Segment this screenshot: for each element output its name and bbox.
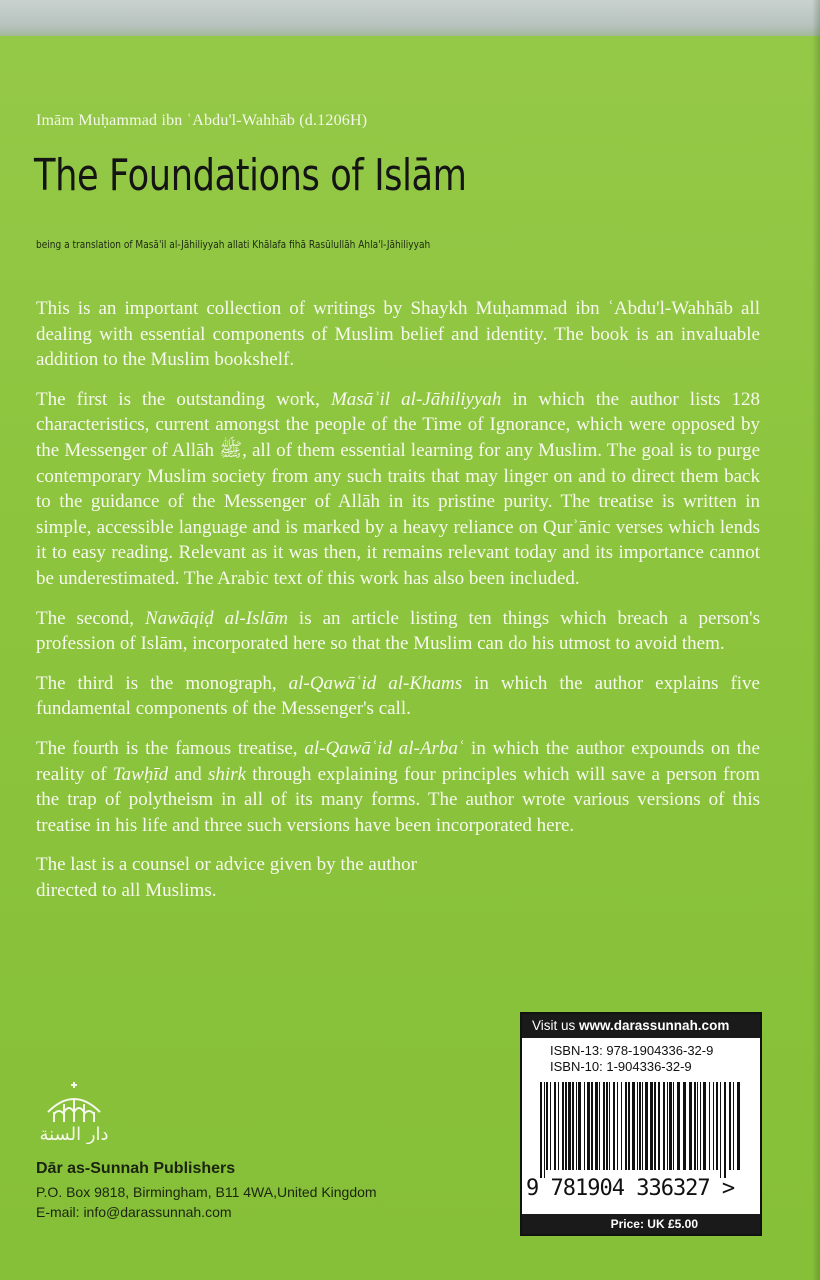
barcode-bar — [658, 1082, 660, 1170]
website-banner — [522, 1014, 760, 1038]
text-run: through explaining four principles which will save a person from the trap of polytheism in all of its many forms. The author wrote various versions of this treatise in his life and three such versions have been incorporated here. — [36, 763, 760, 836]
website-url[interactable]: www.darassunnah.com — [579, 1018, 730, 1033]
author-line: Imām Muḥammad ibn ʿAbdu'l-Wahhāb (d.1206H) — [36, 112, 368, 129]
publisher-email: E-mail: info@darassunnah.com — [36, 1204, 232, 1220]
isbn-10: ISBN-10: 1-904336-32-9 — [550, 1059, 692, 1074]
barcode-bar — [625, 1082, 627, 1170]
barcode-bar — [697, 1082, 698, 1170]
book-title-italic: Nawāqiḍ al-Islām — [145, 607, 288, 629]
barcode-bar — [663, 1082, 665, 1170]
barcode-panel — [520, 1012, 762, 1236]
book-title-italic: Masāʾil al-Jāhiliyyah — [330, 388, 502, 410]
blurb-paragraph-2 — [36, 387, 760, 592]
barcode-bar — [689, 1082, 692, 1170]
text-run: and — [168, 763, 209, 785]
barcode-bar — [595, 1082, 598, 1170]
barcode-bar — [591, 1082, 593, 1170]
publisher-name: Dār as-Sunnah Publishers — [36, 1160, 236, 1177]
barcode-bar — [694, 1082, 696, 1170]
barcode-bar — [737, 1082, 740, 1170]
text-run: in which the author explains five fundamental components of the Messenger's call. — [36, 672, 760, 720]
barcode-bar — [550, 1082, 551, 1170]
barcode-bar — [540, 1082, 542, 1178]
book-title-italic: al-Qawāʿid al-Khams — [288, 672, 463, 694]
publisher-address: P.O. Box 9818, Birmingham, B11 4WA,United Kingdom — [36, 1184, 377, 1200]
barcode-bar — [713, 1082, 714, 1170]
barcode-bar — [576, 1082, 577, 1170]
publisher-logo-icon — [34, 1082, 114, 1144]
barcode-bar — [562, 1082, 564, 1170]
visit-prefix: Visit us — [532, 1018, 580, 1033]
blurb-paragraph-5 — [36, 736, 760, 838]
barcode-icon — [534, 1082, 748, 1178]
barcode-bar — [667, 1082, 668, 1170]
text-run: The third is the monograph, — [36, 672, 289, 694]
barcode-bar — [558, 1082, 559, 1170]
book-title-italic: al-Qawāʿid al-Arbaʿ — [304, 737, 465, 759]
book-subtitle: being a translation of Masā'il al-Jāhiliyyah allati Khālafa fihā Rasūlullāh Ahla'l-Jāhiliyyah — [36, 238, 431, 251]
publisher-logo — [34, 1082, 114, 1144]
barcode-bar — [617, 1082, 618, 1170]
barcode-bar — [669, 1082, 672, 1170]
barcode-bar — [613, 1082, 615, 1170]
barcode-bar — [654, 1082, 656, 1170]
barcode-bar — [628, 1082, 630, 1170]
isbn-block — [522, 1038, 760, 1075]
barcode-bar — [700, 1082, 701, 1170]
barcode-bar — [587, 1082, 590, 1170]
text-run: The second, — [36, 607, 146, 629]
barcode-bar — [645, 1082, 648, 1170]
cover-spine-shadow — [812, 0, 820, 1280]
barcode-bar — [703, 1082, 706, 1170]
barcode-bar — [609, 1082, 610, 1170]
publisher-info — [36, 1160, 377, 1222]
barcode-bar — [554, 1082, 556, 1170]
barcode-bar — [733, 1082, 734, 1170]
blurb-paragraph-4 — [36, 671, 760, 722]
term-italic: shirk — [208, 763, 247, 785]
barcode-bar — [709, 1082, 710, 1170]
logo-arabic-text: دار السنة — [39, 1124, 109, 1144]
barcode-bar — [544, 1082, 545, 1178]
barcode-bar — [650, 1082, 653, 1170]
barcode-bar — [639, 1082, 641, 1170]
barcode-bar — [599, 1082, 600, 1170]
barcode-bar — [603, 1082, 605, 1170]
text-run: in which the author expounds on the reality of — [36, 737, 760, 785]
barcode-bar — [578, 1082, 581, 1170]
text-run: is an article listing ten things which breach a person's profession of Islām, incorporated here so that the Muslim can do his utmost to avoid them. — [36, 607, 760, 655]
barcode-bar — [621, 1082, 622, 1170]
barcode-bar — [565, 1082, 567, 1170]
book-title: The Foundations of Islām — [34, 150, 467, 201]
blurb — [36, 296, 760, 917]
barcode-bar — [572, 1082, 574, 1170]
barcode-bar — [716, 1082, 718, 1170]
text-run: The first is the outstanding work, — [36, 388, 331, 410]
barcode-bar — [677, 1082, 680, 1170]
cover-top-band — [0, 0, 820, 36]
barcode-bar — [637, 1082, 638, 1170]
barcode-bar — [584, 1082, 585, 1170]
isbn-13: ISBN-13: 978-1904336-32-9 — [550, 1043, 714, 1058]
barcode-bar — [724, 1082, 726, 1178]
price-label: Price: UK £5.00 — [522, 1214, 760, 1234]
barcode-bar — [632, 1082, 635, 1170]
term-italic: Tawḥīd — [112, 763, 169, 785]
blurb-paragraph-3 — [36, 606, 760, 657]
barcode-bar — [673, 1082, 674, 1170]
blurb-paragraph-1: This is an important collection of writings by Shaykh Muḥammad ibn ʿAbdu'l-Wahhāb all dealing with essential components of Muslim belief and identity. The book is an invaluable addition to the Muslim bookshelf. — [36, 298, 760, 371]
text-run: The fourth is the famous treatise, — [36, 737, 305, 759]
barcode-bar — [729, 1082, 731, 1170]
barcode-bar — [568, 1082, 571, 1170]
barcode-bar — [683, 1082, 686, 1170]
barcode-bar — [606, 1082, 608, 1170]
barcode-bar — [642, 1082, 643, 1170]
text-run: in which the author lists 128 characteristics, current amongst the people of the Time of Ignorance, which were opposed by the Messenger of Allāh ﷺ, all of them essential learning for any Muslim. The goal is to purge contemporary Muslim society from any such traits that may linger on and to direct them back to the guidance of the Messenger of Allāh in its pristine purity. The treatise is written in simple, accessible language and is marked by a heavy reliance on Qurʾānic verses which lends it to easy reading. Relevant as it was then, it remains relevant today and its importance cannot be underestimated. The Arabic text of this work has also been included. — [36, 388, 760, 589]
barcode-bar — [546, 1082, 548, 1170]
barcode-digits: 9 781904 336327 > — [526, 1176, 735, 1201]
barcode-bar — [720, 1082, 721, 1178]
blurb-paragraph-6: The last is a counsel or advice given by the author directed to all Muslims. — [36, 854, 417, 901]
